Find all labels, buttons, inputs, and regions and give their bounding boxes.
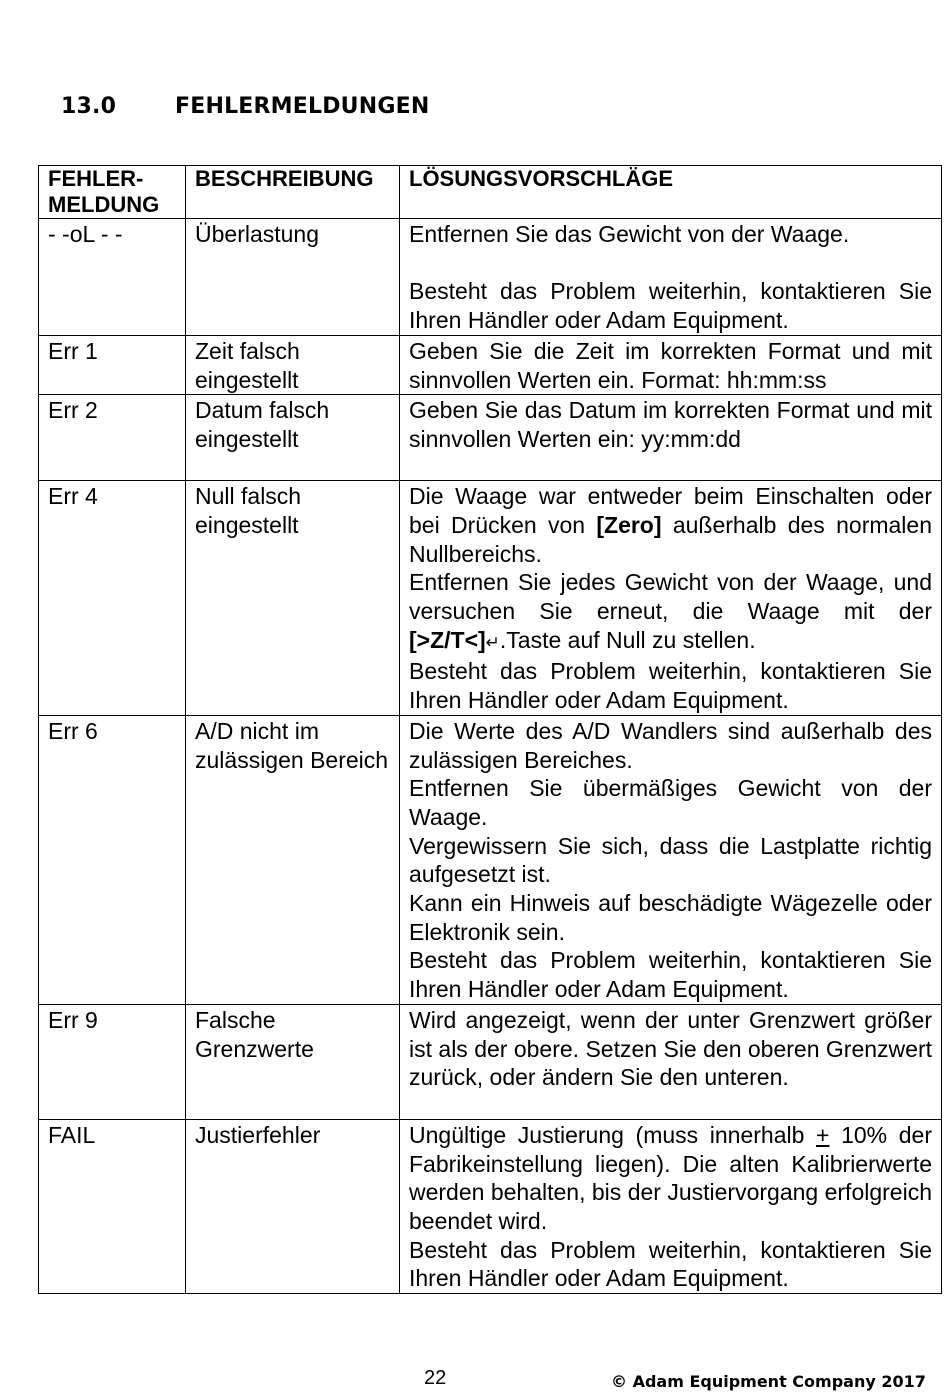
error-solution: Geben Sie das Datum im korrekten Format und mit sinnvollen Werten ein: yy:mm:dd — [400, 395, 942, 481]
header-solutions: LÖSUNGSVORSCHLÄGE — [400, 166, 942, 219]
error-solution: Entfernen Sie das Gewicht von der Waage. Besteht das Problem weiterhin, kontaktieren Sie Ihren Händler oder Adam Equipment. — [400, 219, 942, 336]
error-description: Datum falsch eingestellt — [186, 395, 400, 481]
error-solution: Die Werte des A/D Wandlers sind außerhalb des zulässigen Bereiches. Entfernen Sie übermäßiges Gewicht von der Waage. Vergewissern Sie sich, dass die Lastplatte richtig aufgesetzt ist. Kann ein Hinweis auf beschädigte Wägezelle oder Elektronik sein. Besteht das Problem weiterhin, kontaktieren Sie Ihren Händler oder Adam Equipment. — [400, 715, 942, 1004]
error-solution: Die Waage war entweder beim Einschalten oder bei Drücken von [Zero] außerhalb des normalen Nullbereichs. Entfernen Sie jedes Gewicht von der Waage, und versuchen Sie erneut, die Waage mit der [>Z/T<]↵.Taste auf Null zu stellen. Besteht das Problem weiterhin, kontaktieren Sie Ihren Händler oder Adam Equipment. — [400, 481, 942, 716]
table-row — [39, 395, 942, 481]
header-description: BESCHREIBUNG — [186, 166, 400, 219]
error-description: Justierfehler — [186, 1119, 400, 1293]
table-row — [39, 715, 942, 1004]
plus-minus-sign: + — [816, 1121, 830, 1148]
section-title: FEHLERMELDUNGEN — [175, 94, 430, 119]
error-description: Zeit falsch eingestellt — [186, 335, 400, 394]
error-code: Err 4 — [39, 481, 186, 716]
table-row — [39, 219, 942, 336]
error-code: Err 2 — [39, 395, 186, 481]
table-row — [39, 1004, 942, 1119]
tare-key-label: [>Z/T<] — [409, 626, 486, 653]
table-header-row — [39, 166, 942, 219]
error-code: - -oL - - — [39, 219, 186, 336]
return-arrow-icon: ↵ — [485, 632, 500, 652]
error-code: Err 6 — [39, 715, 186, 1004]
error-solution: Wird angezeigt, wenn der unter Grenzwert größer ist als der obere. Setzen Sie den oberen Grenzwert zurück, oder ändern Sie den unteren. — [400, 1004, 942, 1119]
page-number: 22 — [424, 1367, 447, 1389]
error-messages-table — [38, 165, 942, 1294]
error-description: Überlastung — [186, 219, 400, 336]
error-code: FAIL — [39, 1119, 186, 1293]
error-code: Err 9 — [39, 1004, 186, 1119]
error-description: Null falsch eingestellt — [186, 481, 400, 716]
error-code: Err 1 — [39, 335, 186, 394]
error-solution: Ungültige Justierung (muss innerhalb + 10% der Fabrikeinstellung liegen). Die alten Kalibrierwerte werden behalten, bis der Justiervorgang erfolgreich beendet wird. Besteht das Problem weiterhin, kontaktieren Sie Ihren Händler oder Adam Equipment. — [400, 1119, 942, 1293]
table-row — [39, 1119, 942, 1293]
section-number: 13.0 — [61, 94, 117, 119]
table-row — [39, 481, 942, 716]
error-description: Falsche Grenzwerte — [186, 1004, 400, 1119]
header-code: FEHLER- MELDUNG — [39, 166, 186, 219]
error-solution: Geben Sie die Zeit im korrekten Format und mit sinnvollen Werten ein. Format: hh:mm:ss — [400, 335, 942, 394]
error-description: A/D nicht im zulässigen Bereich — [186, 715, 400, 1004]
zero-key-label: [Zero] — [596, 511, 662, 538]
table-row — [39, 335, 942, 394]
section-heading — [61, 94, 429, 119]
copyright-notice: © Adam Equipment Company 2017 — [611, 1372, 926, 1391]
